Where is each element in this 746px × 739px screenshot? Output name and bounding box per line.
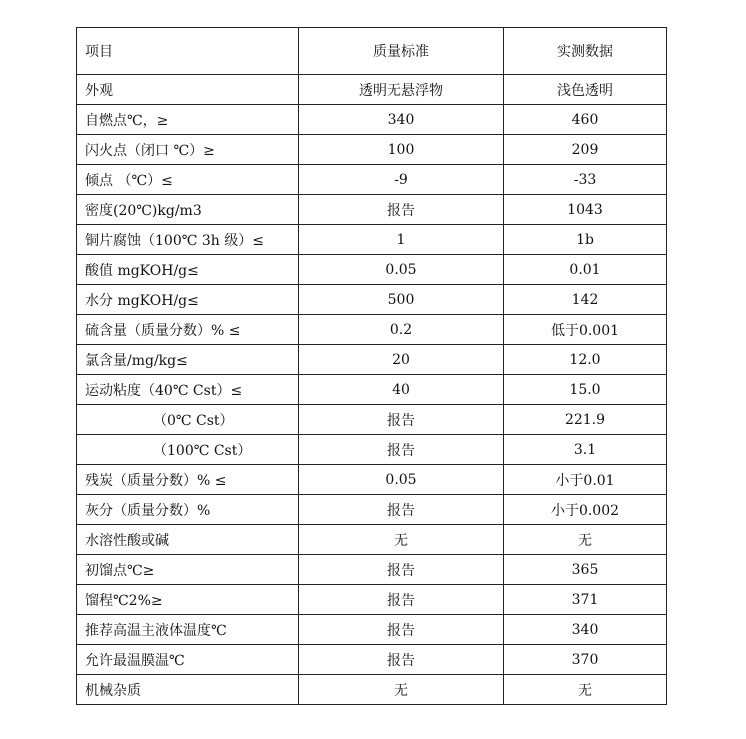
cell-measured: 1043 [504,195,667,225]
header-measured: 实测数据 [504,28,667,75]
spec-table [76,27,667,705]
table-row [77,135,667,165]
cell-item: 推荐高温主液体温度℃ [77,615,299,645]
cell-measured: 15.0 [504,375,667,405]
cell-measured: 浅色透明 [504,75,667,105]
cell-standard: 报告 [299,645,504,675]
table-row [77,525,667,555]
table-row [77,375,667,405]
cell-item: 机械杂质 [77,675,299,705]
cell-item: 密度(20℃)kg/m3 [77,195,299,225]
cell-standard: 500 [299,285,504,315]
cell-item: 闪火点（闭口 ℃）≥ [77,135,299,165]
header-standard: 质量标准 [299,28,504,75]
table-row [77,465,667,495]
cell-standard: 100 [299,135,504,165]
cell-item: （0℃ Cst） [77,405,299,435]
cell-standard: -9 [299,165,504,195]
cell-standard: 透明无悬浮物 [299,75,504,105]
cell-standard: 报告 [299,435,504,465]
table-row [77,645,667,675]
cell-measured: 142 [504,285,667,315]
cell-item: 初馏点℃≥ [77,555,299,585]
cell-item: 氯含量/mg/kg≤ [77,345,299,375]
cell-standard: 报告 [299,615,504,645]
header-row [77,28,667,75]
cell-measured: 370 [504,645,667,675]
cell-item: 水溶性酸或碱 [77,525,299,555]
cell-standard: 1 [299,225,504,255]
cell-standard: 0.2 [299,315,504,345]
cell-item: 倾点 （℃）≤ [77,165,299,195]
cell-measured: -33 [504,165,667,195]
cell-standard: 报告 [299,405,504,435]
cell-item: 允许最温膜温℃ [77,645,299,675]
cell-measured: 1b [504,225,667,255]
cell-measured: 无 [504,675,667,705]
cell-standard: 340 [299,105,504,135]
table-row [77,675,667,705]
table-row [77,435,667,465]
cell-standard: 0.05 [299,255,504,285]
table-row [77,345,667,375]
table-row [77,495,667,525]
cell-item: 残炭（质量分数）% ≤ [77,465,299,495]
table-row [77,255,667,285]
table-row [77,315,667,345]
cell-measured: 340 [504,615,667,645]
cell-item: 酸值 mgKOH/g≤ [77,255,299,285]
cell-item: 自燃点℃，≥ [77,105,299,135]
header-item: 项目 [77,28,299,75]
cell-measured: 221.9 [504,405,667,435]
cell-standard: 无 [299,675,504,705]
cell-measured: 0.01 [504,255,667,285]
cell-standard: 40 [299,375,504,405]
table-row [77,165,667,195]
cell-measured: 12.0 [504,345,667,375]
cell-item: （100℃ Cst） [77,435,299,465]
cell-standard: 0.05 [299,465,504,495]
table-row [77,585,667,615]
cell-measured: 无 [504,525,667,555]
cell-measured: 低于0.001 [504,315,667,345]
cell-item: 外观 [77,75,299,105]
table-row [77,75,667,105]
cell-standard: 报告 [299,195,504,225]
cell-measured: 371 [504,585,667,615]
cell-measured: 365 [504,555,667,585]
cell-standard: 报告 [299,585,504,615]
cell-standard: 无 [299,525,504,555]
cell-item: 运动粘度（40℃ Cst）≤ [77,375,299,405]
cell-measured: 小于0.01 [504,465,667,495]
table-row [77,615,667,645]
cell-standard: 20 [299,345,504,375]
cell-item: 灰分（质量分数）% [77,495,299,525]
table-row [77,195,667,225]
cell-item: 硫含量（质量分数）% ≤ [77,315,299,345]
table-row [77,225,667,255]
cell-item: 铜片腐蚀（100℃ 3h 级）≤ [77,225,299,255]
table-row [77,105,667,135]
table-row [77,555,667,585]
cell-standard: 报告 [299,555,504,585]
cell-measured: 小于0.002 [504,495,667,525]
cell-measured: 209 [504,135,667,165]
cell-standard: 报告 [299,495,504,525]
cell-measured: 3.1 [504,435,667,465]
table-row [77,285,667,315]
cell-measured: 460 [504,105,667,135]
cell-item: 水分 mgKOH/g≤ [77,285,299,315]
table-row [77,405,667,435]
cell-item: 馏程℃2%≥ [77,585,299,615]
